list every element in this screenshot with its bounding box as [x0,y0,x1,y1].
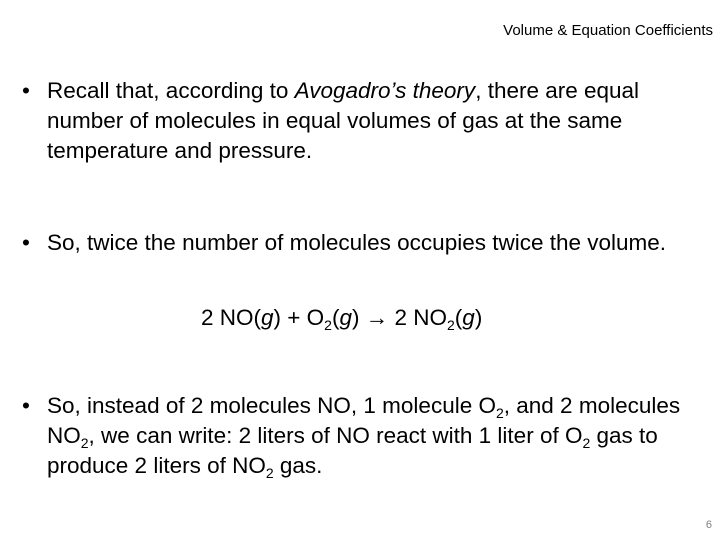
subscript: 2 [495,405,504,421]
equation-subscript: 2 [324,317,332,333]
avogadro-theory-emphasis: Avogadro’s theory [294,78,476,103]
bullet-liters [22,391,702,481]
bullet-marker: • [22,230,30,255]
bullet-text-part: , and 2 molecules NO [47,393,681,448]
bullet-marker: • [22,393,30,418]
equation-part: ( [454,305,463,330]
bullet-text-part: gas to produce 2 liters of NO [47,423,658,478]
bullet-text [47,391,702,481]
chemical-equation [201,303,482,333]
page-number: 6 [705,519,712,531]
bullet-text [47,76,702,166]
bullet-text-part: Recall that, according to [47,78,295,103]
equation-part: ) → 2 NO [351,305,447,330]
equation-state-gas: g [462,305,475,330]
bullet-text-part: , there are equal number of molecules in equal volumes of gas at the same temperature and pressure. [47,78,640,163]
bullet-text-part: gas. [273,453,323,478]
equation-subscript: 2 [447,317,455,333]
bullet-text-part: So, instead of 2 molecules NO, 1 molecule O [47,393,496,418]
equation-state-gas: g [339,305,352,330]
bullet-text-part: , we can write: 2 liters of NO react with 1 liter of O [88,423,583,448]
equation-part: ( [331,305,340,330]
equation-state-gas: g [261,305,274,330]
subscript: 2 [80,435,89,451]
bullet-marker: • [22,78,30,103]
bullet-text: So, twice the number of molecules occupies twice the volume. [47,230,667,255]
subscript: 2 [582,435,591,451]
bullet-avogadro [22,76,702,166]
equation-part: 2 NO( [201,305,262,330]
slide-header-title: Volume & Equation Coefficients [503,22,713,39]
bullet-twice-volume [22,228,702,258]
equation-part: ) + O [273,305,325,330]
subscript: 2 [265,465,274,481]
equation-part: ) [474,305,483,330]
